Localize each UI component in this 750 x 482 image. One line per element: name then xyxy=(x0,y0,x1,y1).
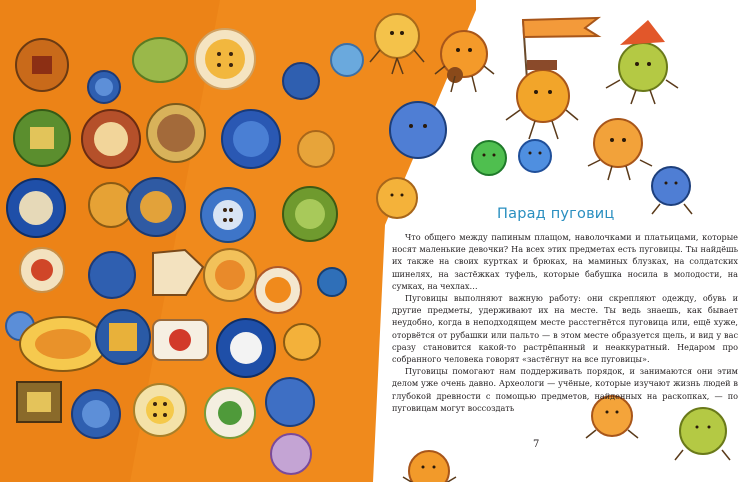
page-number: 7 xyxy=(533,439,540,450)
body-text xyxy=(392,231,738,414)
paragraph-3: Пуговицы помогают нам поддерживать порядок, и занимаются они этим делом уже очень давно. Археологи — учёные, которые изучают жизнь людей в глубокой древности с помощью предметов, найденных на раскопках, — по пуговицам могут воссоздать xyxy=(392,366,738,413)
paragraph-2: Пуговицы выполняют важную работу: они скрепляют одежду, обувь и другие предметы, удерживают их на месте. Ты ведь знаешь, как бывает неудобно, когда в неподходящем месте расстегнётся пуговица или, ещё хуже, оторвётся от рубашки или пальто — в этом месте образуется щель, и вид у вас сразу становится какой-то растрёпанный и неаккуратный. Недаром про собранного человека говорят «застёгнут на все пуговицы». xyxy=(392,293,738,365)
page-title: Парад пуговиц xyxy=(497,206,615,222)
paragraph-1: Что общего между папиным плащом, наволочками и платьицами, которые носят маленькие девочки? На всех этих предметах есть пуговицы. Ты найдёшь их также на своих куртках и брюках, на маминых блузках, на солдатских шинелях, на застёжках туфель, которые бабушка носила в молодости, на сумках, на чехлах… xyxy=(392,232,738,291)
